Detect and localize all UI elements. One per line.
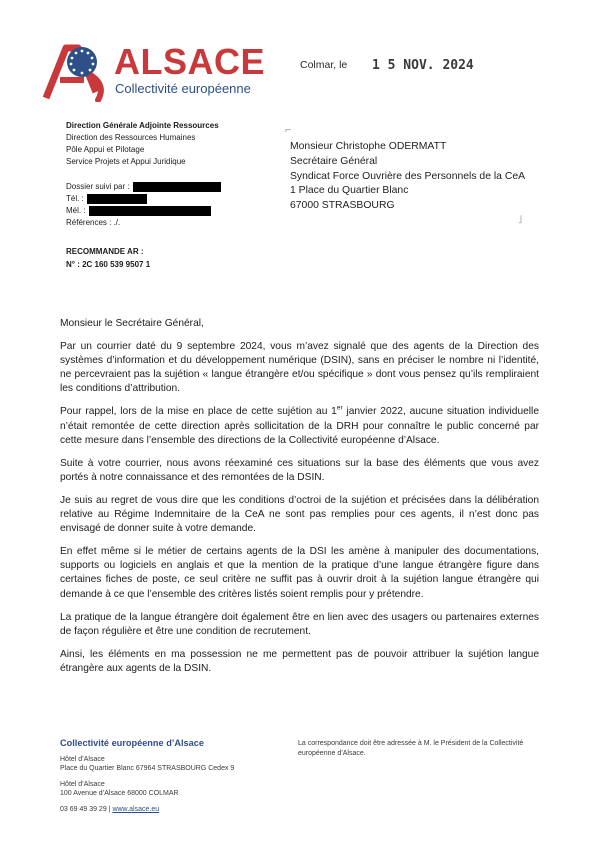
sender-direction-general: Direction Générale Adjointe Ressources: [66, 121, 219, 130]
paragraph: Suite à votre courrier, nous avons réexaminé ces situations sur la base des éléments que vous avez portés à notre connaissance et des remontées de la DSIN.: [60, 457, 539, 483]
registered-label: RECOMMANDE AR :: [66, 247, 144, 256]
alsace-logo: [42, 40, 267, 102]
window-corner-mark: ⌐: [285, 124, 292, 136]
footer-address-line: Hôtel d’Alsace: [60, 780, 105, 788]
footer-phone-web: 03 69 49 39 29 | www.alsace.eu: [60, 805, 160, 813]
letter-body: [60, 317, 539, 685]
reference-block: [66, 181, 221, 229]
footer-address-line: Place du Quartier Blanc 67964 STRASBOURG Cedex 9: [60, 765, 235, 773]
paragraph: Par un courrier daté du 9 septembre 2024, vous m’avez signalé que des agents de la Direction des systèmes d’information et du développement numérique (DSIN), sans en préciser le nombre ni l’identité, ne percevraient pas la sujétion « langue étrangère et/ou spécifique » dont vous pensez qu’ils rempliraient les conditions d’attribution.: [60, 341, 539, 395]
recipient-address: [290, 140, 535, 214]
logo-name: ALSACE: [114, 41, 266, 82]
sender-line: Service Projets et Appui Juridique: [66, 157, 186, 166]
footer-contact: [60, 739, 280, 815]
paragraph: Je suis au regret de vous dire que les conditions d’octroi de la sujétion et précisées dans la délibération relative au Régime Indemnitaire de la CeA ne sont pas remplies pour ces agents, il n’est donc pas envisagé de donner suite à votre demande.: [60, 494, 539, 535]
footer-note: La correspondance doit être adressée à M. le Président de la Collectivité européenne d’Alsace.: [298, 740, 524, 757]
redacted-block: [133, 182, 221, 192]
mel-label: Mél. :: [66, 206, 86, 215]
date-stamp: 1 5 NOV. 2024: [372, 58, 474, 73]
recipient-line: 1 Place du Quartier Blanc: [290, 185, 409, 197]
references-label: Références : ./.: [66, 218, 121, 227]
recipient-line: Secrétaire Général: [290, 155, 378, 167]
registered-number: N° : 2C 160 539 9507 1: [66, 260, 151, 269]
window-corner-mark: ˩: [518, 214, 523, 226]
sender-line: Pôle Appui et Pilotage: [66, 145, 145, 154]
recipient-line: 67000 STRASBOURG: [290, 200, 395, 212]
sender-block: [66, 120, 219, 168]
paragraph-reminder: Pour rappel, lors de la mise en place de cette sujétion au 1er janvier 2022, aucune situation individuelle n’était remontée de cette direction après sollicitation de la DRH pour connaître le public concerné par cette mesure dans l’ensemble des directions de la Collectivité européenne d’Alsace.: [60, 405, 539, 446]
alsace-logo-mark-icon: [42, 42, 112, 102]
place-date: [300, 58, 474, 73]
footer-phone: 03 69 49 39 29: [60, 805, 107, 813]
recipient-line: Monsieur Christophe ODERMATT: [290, 141, 447, 152]
sender-line: Direction des Ressources Humaines: [66, 133, 196, 142]
redacted-block: [89, 206, 211, 216]
footer-address-line: 100 Avenue d’Alsace 68000 COLMAR: [60, 790, 179, 798]
footer-address-line: Hôtel d’Alsace: [60, 755, 105, 763]
followed-by-label: Dossier suivi par :: [66, 182, 130, 191]
paragraph: La pratique de la langue étrangère doit également être en lien avec des usagers ou partenaires externes de façon régulière et être une condition de recrutement.: [60, 611, 539, 637]
logo-subtitle: Collectivité européenne: [115, 81, 251, 96]
recipient-line: Syndicat Force Ouvrière des Personnels de la CeA: [290, 170, 526, 182]
footer-website-link[interactable]: www.alsace.eu: [112, 805, 160, 813]
place: Colmar, le: [300, 59, 348, 71]
salutation: Monsieur le Secrétaire Général,: [60, 318, 204, 329]
tel-label: Tél. :: [66, 194, 84, 203]
footer-org-name: Collectivité européenne d’Alsace: [60, 738, 204, 748]
redacted-block: [87, 194, 147, 204]
paragraph: Ainsi, les éléments en ma possession ne me permettent pas de pouvoir attribuer la sujétion langue étrangère aux agents de la DSIN.: [60, 648, 539, 674]
registered-mail: [66, 245, 150, 271]
paragraph: En effet même si le métier de certains agents de la DSI les amène à manipuler des documentations, supports ou logiciels en anglais et que la mention de la pratique d’une langue étrangère figure dans certaines fiches de poste, ce seul critère ne suffit pas à ouvrir droit à la sujétion langue étrangère qui demande à ce que l’ensemble des critères listés soient remplis pour y prétendre.: [60, 546, 539, 600]
